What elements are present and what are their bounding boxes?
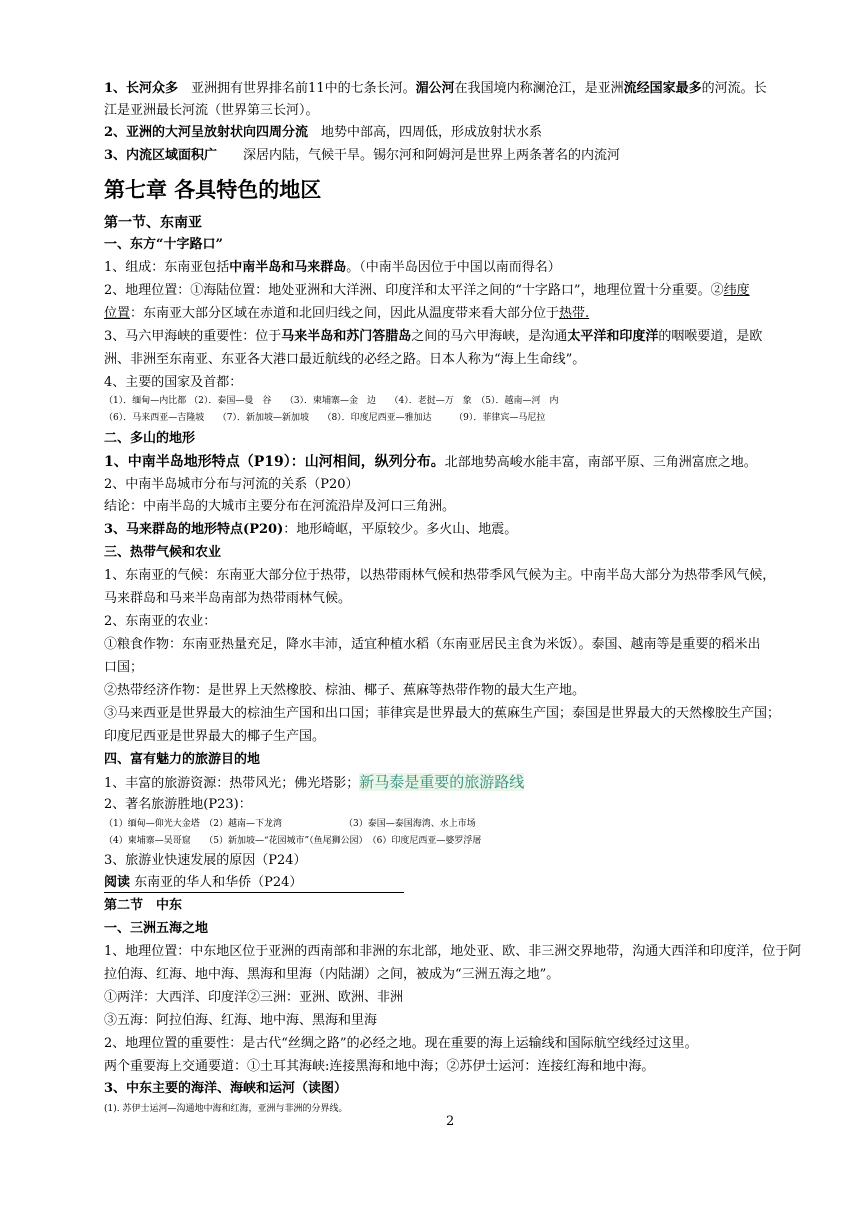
heading-long-rivers: 1、长河众多 bbox=[104, 81, 179, 96]
line-importance: 2、地理位置的重要性：是古代“丝绸之路”的必经之地。现在重要的海上运输线和国际航空线经过这里。 bbox=[104, 1036, 698, 1051]
bold-term: 3、马来群岛的地形特点(P20) bbox=[104, 522, 284, 537]
subheading-three-continents: 一、三洲五海之地 bbox=[104, 921, 209, 936]
underlined-term: 位置 bbox=[104, 306, 131, 321]
text: 3、马六甲海峡的重要性：位于 bbox=[104, 329, 282, 344]
mekong-term: 湄公河 bbox=[415, 81, 455, 96]
reading-label: 阅读 bbox=[104, 875, 131, 890]
underlined-term: 纬度 bbox=[723, 283, 750, 298]
bold-term: 1、中南半岛地形特点（P19）：山河相间，纵列分布。 bbox=[104, 454, 445, 470]
line-producers-1: ③马来西亚是世界最大的棕油生产国和出口国；菲律宾是世界最大的蕉麻生产国；泰国是世界最大的天然橡胶生产国； bbox=[104, 706, 781, 721]
line-location bbox=[104, 282, 750, 300]
text: ：地形崎岖，平原较少。多火山、地震。 bbox=[283, 522, 518, 537]
line-food-crops: ①粮食作物：东南亚热量充足，降水丰沛，适宜种植水稻（东南亚居民主食为米饭）。泰国、越南等是重要的稻米出 bbox=[104, 637, 761, 652]
line-cities-rivers: 2、中南半岛城市分布与河流的关系（P20） bbox=[104, 477, 359, 492]
line-me-location-2: 拉伯海、红海、地中海、黑海和里海（内陆湖）之间，被成为“三洲五海之地”。 bbox=[104, 967, 560, 982]
countries-list-1: （1）．缅甸—内比都 （2）．泰国—曼 谷 （3）．柬埔寨—金 边 （4）．老挝—万 象 （5）．越南—河 内 bbox=[104, 396, 559, 406]
text: 在我国境内称澜沧江，是亚洲 bbox=[454, 81, 624, 96]
sites-list-2: （4）柬埔寨—吴哥窟 （5）新加坡—“花园城市”（鱼尾狮公园） （6）印度尼西亚—婆罗浮屠 bbox=[104, 836, 482, 846]
text: 1、组成：东南亚包括 bbox=[104, 260, 230, 275]
line-peninsula-terrain bbox=[104, 453, 757, 472]
text: 。（中南半岛因位于中国以南而得名） bbox=[346, 260, 561, 275]
line-long-rivers bbox=[104, 80, 767, 98]
text: 之间的马六甲海峡，是沟通 bbox=[411, 329, 568, 344]
heading-radial: 2、亚洲的大河呈放射状向四周分流 bbox=[104, 125, 309, 140]
text: （3）泰国—泰国海湾、水上市场 bbox=[343, 819, 476, 829]
line-climate-1: 1、东南亚的气候：东南亚大部分位于热带，以热带雨林气候和热带季风气候为主。中南半岛大部分为热带季风气候， bbox=[104, 568, 776, 583]
text: 2、地理位置：①海陆位置：地处亚洲和大洋洲、印度洋和太平洋之间的“十字路口”，地理位置十分重要。② bbox=[104, 283, 724, 298]
line-inland-area bbox=[104, 147, 620, 165]
text: 亚洲拥有世界排名前11中的七条长河。 bbox=[178, 81, 416, 96]
chapter-title: 第七章 各具特色的地区 bbox=[104, 177, 322, 202]
line-yangtze: 江是亚洲最长河流（世界第三长河）。 bbox=[104, 103, 319, 118]
section-title-southeast-asia: 第一节、东南亚 bbox=[104, 215, 202, 231]
text: 东南亚的华人和华侨（P24） bbox=[130, 875, 303, 890]
text: 的咽喉要道，是欧 bbox=[658, 329, 763, 344]
subheading-seas-straits: 3、中东主要的海洋、海峡和运河（读图） bbox=[104, 1081, 348, 1096]
line-five-seas: ③五海：阿拉伯海、红海、地中海、黑海和里海 bbox=[104, 1013, 378, 1028]
text: （1）缅甸—仰光大金塔 （2）越南—下龙湾 bbox=[104, 819, 282, 829]
line-latitude bbox=[104, 305, 589, 323]
line-cash-crops: ②热带经济作物：是世界上天然橡胶、棕油、椰子、蕉麻等热带作物的最大生产地。 bbox=[104, 683, 586, 698]
line-climate-2: 马来群岛和马来半岛南部为热带雨林气候。 bbox=[104, 591, 352, 606]
bold-term: 中南半岛和马来群岛 bbox=[229, 260, 347, 275]
bold-term: 马来半岛和苏门答腊岛 bbox=[281, 329, 412, 344]
subheading-tourism: 四、富有魅力的旅游目的地 bbox=[104, 752, 261, 767]
text: 的河流。长 bbox=[701, 81, 767, 96]
most-countries-term: 流经国家最多 bbox=[623, 81, 702, 96]
page-number: 2 bbox=[446, 1114, 455, 1129]
line-malay-terrain bbox=[104, 521, 517, 539]
text: ：东南亚大部分区域在赤道和北回归线之间，因此从温度带来看大部分位于 bbox=[130, 306, 560, 321]
reading-underline bbox=[104, 892, 404, 893]
line-tourism-reasons: 3、旅游业快速发展的原因（P24） bbox=[104, 853, 307, 868]
subheading-climate: 三、热带气候和农业 bbox=[104, 545, 222, 560]
line-conclusion: 结论：中南半岛的大城市主要分布在河流沿岸及河口三角洲。 bbox=[104, 499, 456, 514]
sites-list-1 bbox=[104, 818, 476, 831]
line-reading bbox=[104, 874, 302, 892]
line-producers-2: 印度尼西亚是世界最大的椰子生产国。 bbox=[104, 729, 326, 744]
countries-list-2: （6）．马来西亚—吉隆坡 （7）．新加坡—新加坡 （8）．印度尼西亚—雅加达 （9）．菲律宾—马尼拉 bbox=[104, 413, 546, 423]
line-food-crops-2: 口国； bbox=[104, 660, 144, 675]
line-malacca-2: 洲、非洲至东南亚、东亚各大港口最近航线的必经之路。日本人称为“海上生命线”。 bbox=[104, 352, 586, 367]
heading-inland: 3、内流区域面积广 bbox=[104, 148, 218, 163]
line-tourism-resources bbox=[104, 773, 524, 793]
line-me-location-1: 1、地理位置：中东地区位于亚洲的西南部和非洲的东北部，地处亚、欧、非三洲交界地带，沟通大西洋和印度洋，位于阿 bbox=[104, 944, 802, 959]
bold-term: 太平洋和印度洋 bbox=[567, 329, 659, 344]
line-malacca bbox=[104, 328, 762, 346]
text: 北部地势高峻水能丰富，南部平原、三角洲富庶之地。 bbox=[444, 455, 757, 470]
line-agriculture: 2、东南亚的农业： bbox=[104, 614, 217, 629]
text: 1、丰富的旅游资源：热带风光；佛光塔影； bbox=[104, 776, 360, 791]
highlighted-text: 新马泰是重要的旅游路线 bbox=[359, 773, 525, 791]
subheading-crossroads: 一、东方“十字路口” bbox=[104, 237, 223, 252]
text: 地势中部高，四周低，形成放射状水系 bbox=[308, 125, 543, 140]
line-tourist-sites: 2、著名旅游胜地(P23)： bbox=[104, 797, 252, 812]
line-countries: 4、主要的国家及首都： bbox=[104, 375, 243, 390]
line-suez: (1). 苏伊士运河—沟通地中海和红海，亚洲与非洲的分界线。 bbox=[104, 1104, 348, 1114]
underlined-term: 热带. bbox=[559, 306, 590, 321]
line-radial-rivers bbox=[104, 124, 542, 142]
line-sea-routes: 两个重要海上交通要道：①土耳其海峡:连接黑海和地中海；②苏伊士运河：连接红海和地中海。 bbox=[104, 1059, 655, 1074]
section-title-middle-east: 第二节 中东 bbox=[104, 898, 183, 913]
text: 深居内陆，气候干旱。锡尔河和阿姆河是世界上两条著名的内流河 bbox=[217, 148, 621, 163]
line-composition bbox=[104, 259, 561, 277]
line-oceans-continents: ①两洋：大西洋、印度洋②三洲：亚洲、欧洲、非洲 bbox=[104, 990, 404, 1005]
subheading-mountains: 二、多山的地形 bbox=[104, 431, 196, 446]
